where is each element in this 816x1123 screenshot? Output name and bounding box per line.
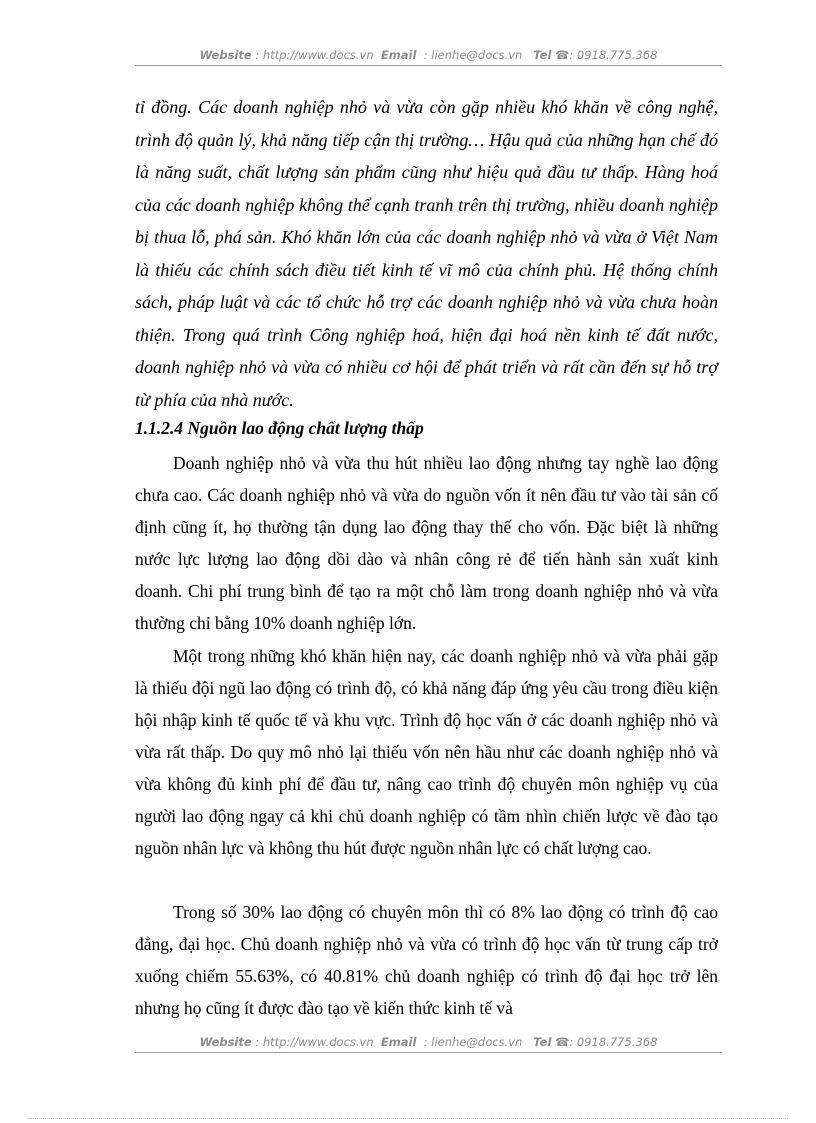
- footer-website-label: Website: [199, 1035, 252, 1049]
- header-tel-label: Tel: [533, 48, 552, 62]
- paragraph-2: Một trong những khó khăn hiện nay, các doanh nghiệp nhỏ và vừa phải gặp là thiếu đội ngũ lao động có trình độ, có khả năng đáp ứng yêu cầu trong điều kiện hội nhập kinh tế quốc tế và khu vực. Trình độ học vấn ở các doanh nghiệp nhỏ và vừa rất thấp. Do quy mô nhỏ lại thiếu vốn nên hầu như các doanh nghiệp nhỏ và vừa không đủ kinh phí để đầu tư, nâng cao trình độ chuyên môn nghiệp vụ của người lao động ngay cả khi chủ doanh nghiệp có tầm nhìn chiến lược về đào tạo nguồn nhân lực và không thu hút được nguồn nhân lực có chất lượng cao.: [135, 646, 718, 858]
- footer-email-label: Email: [380, 1035, 417, 1049]
- header-website-url[interactable]: : http://www.docs.vn: [255, 48, 374, 62]
- header-website-label: Website: [199, 48, 252, 62]
- footer-tel-label: Tel: [533, 1035, 552, 1049]
- paragraph-1: Doanh nghiệp nhỏ và vừa thu hút nhiều lao động nhưng tay nghề lao động chưa cao. Các doanh nghiệp nhỏ và vừa do nguồn vốn ít nên đầu tư vào tài sản cố định cũng ít, họ thường tận dụng lao động thay thế cho vốn. Đặc biệt là những nước lực lượng lao động dồi dào và nhân công rẻ để tiến hành sản xuất kinh doanh. Chi phí trung bình để tạo ra một chỗ làm trong doanh nghiệp nhỏ và vừa thường chỉ bằng 10% doanh nghiệp lớn.: [135, 453, 718, 633]
- paragraph-3: Trong số 30% lao động có chuyên môn thì có 8% lao động có trình độ cao đẳng, đại học. Chủ doanh nghiệp nhỏ và vừa có trình độ học vấn từ trung cấp trở xuống chiếm 55.63%, có 40.81% chủ doanh nghiệp có trình độ đại học trở lên nhưng họ cũng ít được đào tạo về kiến thức kinh tế và: [135, 902, 718, 1018]
- header-tel-value: : 0918.775.368: [569, 48, 658, 62]
- page-header: [135, 48, 722, 66]
- footer-website-url[interactable]: : http://www.docs.vn: [255, 1035, 374, 1049]
- header-email-value[interactable]: : lienhe@docs.vn: [423, 48, 523, 62]
- intro-paragraph: tỉ đồng. Các doanh nghiệp nhỏ và vừa còn gặp nhiều khó khăn về công nghệ, trình độ quản lý, khả năng tiếp cận thị trường… Hậu quả của những hạn chế đó là năng suất, chất lượng sản phẩm cũng như hiệu quả đầu tư thấp. Hàng hoá của các doanh nghiệp không thể cạnh tranh trên thị trường, nhiều doanh nghiệp bị thua lỗ, phá sản. Khó khăn lớn của các doanh nghiệp nhỏ và vừa ở Việt Nam là thiếu các chính sách điều tiết kinh tế vĩ mô của chính phủ. Hệ thống chính sách, pháp luật và các tổ chức hỗ trợ các doanh nghiệp nhỏ và vừa chưa hoàn thiện. Trong quá trình Công nghiệp hoá, hiện đại hoá nền kinh tế đất nước, doanh nghiệp nhỏ và vừa có nhiều cơ hội để phát triển và rất cần đến sự hỗ trợ từ phía của nhà nước.: [135, 97, 718, 410]
- footer-email-value[interactable]: : lienhe@docs.vn: [423, 1035, 523, 1049]
- header-email-label: Email: [380, 48, 417, 62]
- page-bottom-divider: [28, 1118, 788, 1119]
- phone-icon: ☎: [555, 48, 570, 62]
- phone-icon: ☎: [555, 1035, 570, 1049]
- footer-tel-value: : 0918.775.368: [569, 1035, 658, 1049]
- section-heading: 1.1.2.4 Nguồn lao động chất lượng thấp: [135, 418, 424, 438]
- page-footer: [135, 1035, 722, 1053]
